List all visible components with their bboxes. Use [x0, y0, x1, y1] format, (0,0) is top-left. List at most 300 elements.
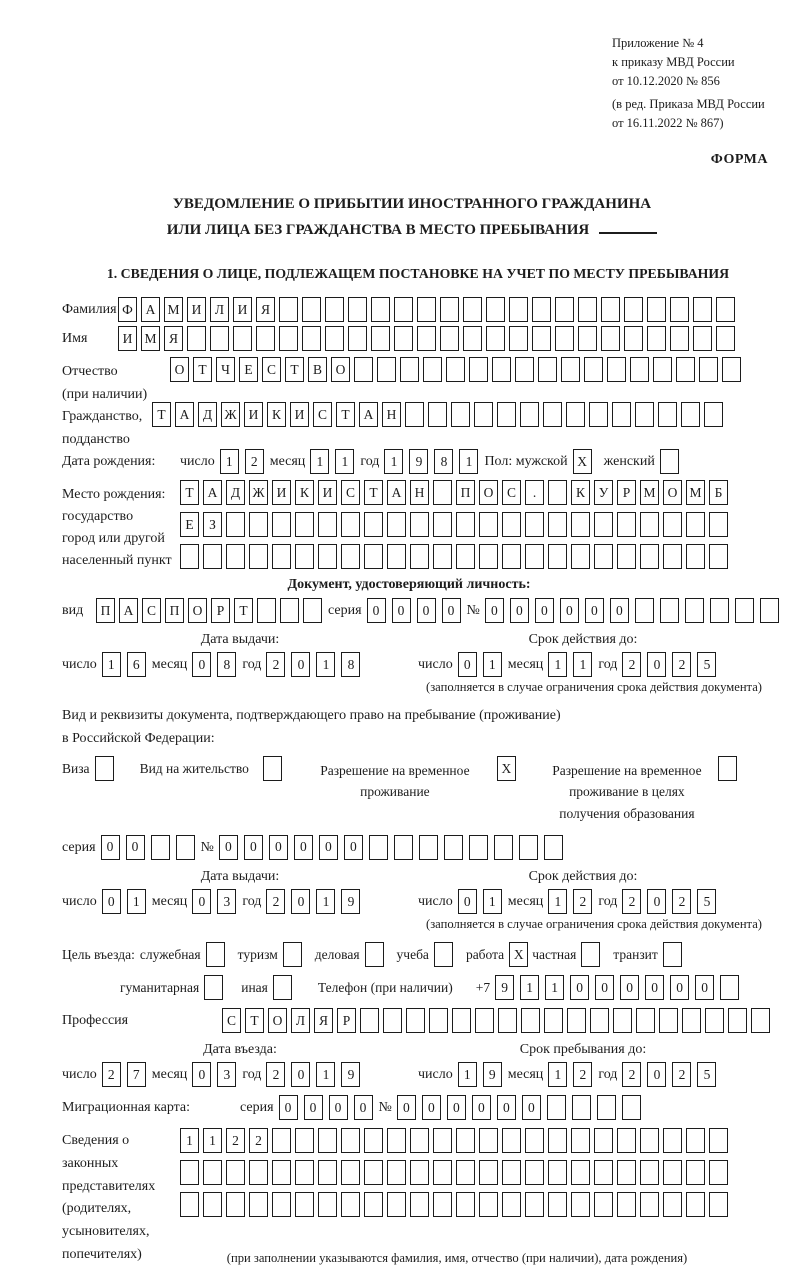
char-cell[interactable]: С — [262, 357, 281, 382]
char-cell[interactable]: 1 — [459, 449, 478, 474]
char-cell[interactable] — [364, 1160, 383, 1185]
char-cell[interactable]: 8 — [434, 449, 453, 474]
char-cell[interactable] — [594, 1192, 613, 1217]
char-cell[interactable] — [95, 756, 114, 781]
char-cell[interactable] — [653, 357, 672, 382]
char-cell[interactable] — [302, 297, 321, 322]
char-cell[interactable]: 2 — [249, 1128, 268, 1153]
char-cell[interactable] — [640, 512, 659, 537]
char-cell[interactable]: И — [187, 297, 206, 322]
char-cell[interactable] — [433, 1160, 452, 1185]
char-cell[interactable] — [474, 402, 493, 427]
char-cell[interactable] — [686, 544, 705, 569]
char-cell[interactable]: И — [290, 402, 309, 427]
char-cell[interactable]: 1 — [548, 1062, 567, 1087]
char-cell[interactable] — [249, 544, 268, 569]
char-cell[interactable]: 2 — [672, 652, 691, 677]
char-cell[interactable] — [502, 1160, 521, 1185]
char-cell[interactable] — [686, 512, 705, 537]
char-cell[interactable]: 2 — [266, 1062, 285, 1087]
char-cell[interactable] — [456, 1160, 475, 1185]
char-cell[interactable]: 0 — [279, 1095, 298, 1120]
char-cell[interactable] — [405, 402, 424, 427]
char-cell[interactable] — [226, 1160, 245, 1185]
char-cell[interactable] — [519, 835, 538, 860]
char-cell[interactable]: 0 — [102, 889, 121, 914]
char-cell[interactable]: 0 — [367, 598, 386, 623]
char-cell[interactable] — [463, 297, 482, 322]
char-cell[interactable]: И — [272, 480, 291, 505]
char-cell[interactable]: 0 — [510, 598, 529, 623]
char-cell[interactable]: 0 — [585, 598, 604, 623]
char-cell[interactable] — [410, 1160, 429, 1185]
char-cell[interactable]: Т — [364, 480, 383, 505]
char-cell[interactable] — [451, 402, 470, 427]
char-cell[interactable]: 2 — [266, 652, 285, 677]
char-cell[interactable] — [693, 326, 712, 351]
char-cell[interactable]: 5 — [697, 1062, 716, 1087]
char-cell[interactable] — [525, 1192, 544, 1217]
char-cell[interactable] — [469, 835, 488, 860]
char-cell[interactable] — [463, 326, 482, 351]
char-cell[interactable] — [226, 1192, 245, 1217]
char-cell[interactable] — [486, 326, 505, 351]
char-cell[interactable] — [640, 1128, 659, 1153]
char-cell[interactable]: X — [509, 942, 528, 967]
char-cell[interactable]: 0 — [610, 598, 629, 623]
char-cell[interactable]: 0 — [422, 1095, 441, 1120]
char-cell[interactable] — [525, 1128, 544, 1153]
char-cell[interactable]: Л — [210, 297, 229, 322]
char-cell[interactable]: 0 — [344, 835, 363, 860]
char-cell[interactable] — [693, 297, 712, 322]
char-cell[interactable] — [486, 297, 505, 322]
char-cell[interactable] — [647, 297, 666, 322]
char-cell[interactable] — [295, 1192, 314, 1217]
char-cell[interactable] — [272, 512, 291, 537]
char-cell[interactable]: А — [387, 480, 406, 505]
char-cell[interactable] — [283, 942, 302, 967]
char-cell[interactable] — [203, 1160, 222, 1185]
char-cell[interactable]: 2 — [622, 889, 641, 914]
char-cell[interactable] — [525, 544, 544, 569]
char-cell[interactable]: А — [175, 402, 194, 427]
char-cell[interactable] — [515, 357, 534, 382]
char-cell[interactable]: 0 — [304, 1095, 323, 1120]
char-cell[interactable] — [497, 402, 516, 427]
char-cell[interactable] — [704, 402, 723, 427]
char-cell[interactable] — [203, 544, 222, 569]
char-cell[interactable] — [433, 512, 452, 537]
char-cell[interactable]: 0 — [126, 835, 145, 860]
char-cell[interactable]: 2 — [573, 889, 592, 914]
char-cell[interactable] — [279, 326, 298, 351]
char-cell[interactable]: О — [188, 598, 207, 623]
char-cell[interactable]: Н — [382, 402, 401, 427]
char-cell[interactable]: Я — [164, 326, 183, 351]
char-cell[interactable]: 1 — [102, 652, 121, 677]
char-cell[interactable]: И — [318, 480, 337, 505]
char-cell[interactable] — [640, 1160, 659, 1185]
char-cell[interactable]: Ф — [118, 297, 137, 322]
char-cell[interactable]: 0 — [647, 652, 666, 677]
char-cell[interactable] — [494, 835, 513, 860]
char-cell[interactable]: 0 — [192, 889, 211, 914]
char-cell[interactable]: 0 — [595, 975, 614, 1000]
char-cell[interactable]: Е — [180, 512, 199, 537]
char-cell[interactable]: Л — [291, 1008, 310, 1033]
char-cell[interactable] — [295, 512, 314, 537]
char-cell[interactable] — [709, 544, 728, 569]
char-cell[interactable] — [630, 357, 649, 382]
char-cell[interactable] — [492, 357, 511, 382]
char-cell[interactable] — [210, 326, 229, 351]
char-cell[interactable]: 0 — [291, 1062, 310, 1087]
char-cell[interactable]: 1 — [483, 889, 502, 914]
char-cell[interactable] — [578, 297, 597, 322]
char-cell[interactable] — [204, 975, 223, 1000]
char-cell[interactable]: 2 — [672, 1062, 691, 1087]
char-cell[interactable]: 5 — [697, 889, 716, 914]
char-cell[interactable] — [257, 598, 276, 623]
char-cell[interactable] — [647, 326, 666, 351]
char-cell[interactable]: Ч — [216, 357, 235, 382]
char-cell[interactable]: 1 — [335, 449, 354, 474]
char-cell[interactable] — [180, 544, 199, 569]
char-cell[interactable] — [341, 1128, 360, 1153]
char-cell[interactable] — [249, 512, 268, 537]
char-cell[interactable] — [532, 326, 551, 351]
char-cell[interactable] — [371, 326, 390, 351]
char-cell[interactable]: 1 — [458, 1062, 477, 1087]
char-cell[interactable]: 0 — [294, 835, 313, 860]
char-cell[interactable] — [590, 1008, 609, 1033]
char-cell[interactable] — [273, 975, 292, 1000]
char-cell[interactable] — [571, 512, 590, 537]
char-cell[interactable] — [594, 512, 613, 537]
char-cell[interactable] — [571, 1128, 590, 1153]
char-cell[interactable]: А — [141, 297, 160, 322]
char-cell[interactable]: 0 — [647, 889, 666, 914]
char-cell[interactable] — [709, 1128, 728, 1153]
char-cell[interactable]: С — [502, 480, 521, 505]
char-cell[interactable] — [613, 1008, 632, 1033]
char-cell[interactable] — [589, 402, 608, 427]
char-cell[interactable] — [456, 544, 475, 569]
char-cell[interactable]: 0 — [447, 1095, 466, 1120]
char-cell[interactable] — [548, 1192, 567, 1217]
char-cell[interactable] — [525, 512, 544, 537]
char-cell[interactable] — [302, 326, 321, 351]
char-cell[interactable]: 0 — [645, 975, 664, 1000]
char-cell[interactable]: С — [341, 480, 360, 505]
char-cell[interactable] — [594, 1160, 613, 1185]
char-cell[interactable] — [617, 544, 636, 569]
char-cell[interactable]: Ж — [249, 480, 268, 505]
char-cell[interactable]: П — [456, 480, 475, 505]
char-cell[interactable] — [348, 297, 367, 322]
char-cell[interactable]: Т — [336, 402, 355, 427]
char-cell[interactable] — [387, 1160, 406, 1185]
char-cell[interactable] — [548, 480, 567, 505]
char-cell[interactable] — [428, 402, 447, 427]
char-cell[interactable]: 1 — [220, 449, 239, 474]
char-cell[interactable] — [203, 1192, 222, 1217]
char-cell[interactable] — [394, 297, 413, 322]
char-cell[interactable] — [699, 357, 718, 382]
char-cell[interactable]: 2 — [672, 889, 691, 914]
char-cell[interactable] — [364, 1192, 383, 1217]
char-cell[interactable]: 0 — [647, 1062, 666, 1087]
char-cell[interactable] — [295, 1160, 314, 1185]
char-cell[interactable] — [303, 598, 322, 623]
char-cell[interactable] — [670, 326, 689, 351]
char-cell[interactable]: 5 — [697, 652, 716, 677]
char-cell[interactable] — [456, 1128, 475, 1153]
char-cell[interactable] — [760, 598, 779, 623]
char-cell[interactable] — [612, 402, 631, 427]
char-cell[interactable]: 9 — [341, 1062, 360, 1087]
char-cell[interactable]: 0 — [329, 1095, 348, 1120]
char-cell[interactable] — [387, 1192, 406, 1217]
char-cell[interactable]: О — [331, 357, 350, 382]
char-cell[interactable] — [433, 544, 452, 569]
char-cell[interactable]: Т — [285, 357, 304, 382]
char-cell[interactable] — [663, 512, 682, 537]
char-cell[interactable] — [433, 1192, 452, 1217]
char-cell[interactable] — [325, 297, 344, 322]
char-cell[interactable] — [341, 1192, 360, 1217]
char-cell[interactable]: Т — [180, 480, 199, 505]
char-cell[interactable] — [544, 1008, 563, 1033]
char-cell[interactable] — [434, 942, 453, 967]
char-cell[interactable] — [249, 1192, 268, 1217]
char-cell[interactable]: А — [119, 598, 138, 623]
char-cell[interactable] — [452, 1008, 471, 1033]
char-cell[interactable]: 3 — [217, 889, 236, 914]
char-cell[interactable] — [751, 1008, 770, 1033]
char-cell[interactable] — [594, 544, 613, 569]
char-cell[interactable]: 2 — [573, 1062, 592, 1087]
char-cell[interactable] — [594, 1128, 613, 1153]
char-cell[interactable] — [663, 942, 682, 967]
char-cell[interactable]: И — [244, 402, 263, 427]
char-cell[interactable] — [663, 1192, 682, 1217]
char-cell[interactable]: 0 — [522, 1095, 541, 1120]
char-cell[interactable] — [444, 835, 463, 860]
char-cell[interactable] — [581, 942, 600, 967]
char-cell[interactable]: 2 — [622, 652, 641, 677]
char-cell[interactable] — [387, 544, 406, 569]
char-cell[interactable] — [636, 1008, 655, 1033]
char-cell[interactable] — [387, 512, 406, 537]
char-cell[interactable]: 1 — [310, 449, 329, 474]
char-cell[interactable]: 1 — [573, 652, 592, 677]
char-cell[interactable]: С — [142, 598, 161, 623]
char-cell[interactable]: М — [686, 480, 705, 505]
char-cell[interactable] — [622, 1095, 641, 1120]
char-cell[interactable] — [272, 1192, 291, 1217]
char-cell[interactable]: 0 — [192, 652, 211, 677]
char-cell[interactable] — [341, 512, 360, 537]
char-cell[interactable] — [406, 1008, 425, 1033]
char-cell[interactable] — [325, 326, 344, 351]
char-cell[interactable]: 0 — [397, 1095, 416, 1120]
char-cell[interactable] — [440, 297, 459, 322]
char-cell[interactable] — [318, 1128, 337, 1153]
char-cell[interactable]: X — [573, 449, 592, 474]
char-cell[interactable]: 1 — [483, 652, 502, 677]
char-cell[interactable] — [440, 326, 459, 351]
char-cell[interactable] — [371, 297, 390, 322]
char-cell[interactable]: Е — [239, 357, 258, 382]
char-cell[interactable] — [419, 835, 438, 860]
char-cell[interactable] — [479, 1128, 498, 1153]
char-cell[interactable]: А — [203, 480, 222, 505]
char-cell[interactable] — [417, 326, 436, 351]
char-cell[interactable] — [509, 297, 528, 322]
char-cell[interactable] — [272, 1160, 291, 1185]
char-cell[interactable]: 0 — [354, 1095, 373, 1120]
char-cell[interactable]: 1 — [545, 975, 564, 1000]
char-cell[interactable] — [354, 357, 373, 382]
char-cell[interactable] — [663, 1128, 682, 1153]
char-cell[interactable] — [663, 544, 682, 569]
char-cell[interactable] — [272, 544, 291, 569]
char-cell[interactable]: 9 — [341, 889, 360, 914]
char-cell[interactable] — [479, 512, 498, 537]
char-cell[interactable] — [475, 1008, 494, 1033]
char-cell[interactable] — [187, 326, 206, 351]
char-cell[interactable] — [410, 1192, 429, 1217]
char-cell[interactable] — [469, 357, 488, 382]
char-cell[interactable] — [663, 1160, 682, 1185]
char-cell[interactable] — [521, 1008, 540, 1033]
char-cell[interactable]: 1 — [127, 889, 146, 914]
char-cell[interactable] — [716, 326, 735, 351]
char-cell[interactable] — [548, 1128, 567, 1153]
char-cell[interactable] — [369, 835, 388, 860]
char-cell[interactable]: Т — [152, 402, 171, 427]
char-cell[interactable] — [394, 835, 413, 860]
char-cell[interactable] — [617, 1192, 636, 1217]
char-cell[interactable]: 9 — [409, 449, 428, 474]
char-cell[interactable] — [722, 357, 741, 382]
char-cell[interactable] — [318, 1160, 337, 1185]
char-cell[interactable] — [360, 1008, 379, 1033]
char-cell[interactable]: М — [141, 326, 160, 351]
char-cell[interactable] — [423, 357, 442, 382]
char-cell[interactable]: 2 — [245, 449, 264, 474]
char-cell[interactable] — [446, 357, 465, 382]
char-cell[interactable]: 0 — [269, 835, 288, 860]
char-cell[interactable]: Д — [226, 480, 245, 505]
char-cell[interactable] — [433, 1128, 452, 1153]
char-cell[interactable] — [456, 1192, 475, 1217]
char-cell[interactable]: 0 — [291, 889, 310, 914]
char-cell[interactable] — [709, 512, 728, 537]
char-cell[interactable]: 0 — [291, 652, 310, 677]
char-cell[interactable]: А — [359, 402, 378, 427]
char-cell[interactable]: С — [313, 402, 332, 427]
char-cell[interactable] — [624, 297, 643, 322]
char-cell[interactable] — [387, 1128, 406, 1153]
char-cell[interactable] — [685, 598, 704, 623]
char-cell[interactable]: 0 — [192, 1062, 211, 1087]
char-cell[interactable] — [525, 1160, 544, 1185]
char-cell[interactable] — [295, 1128, 314, 1153]
char-cell[interactable]: 0 — [570, 975, 589, 1000]
char-cell[interactable]: 0 — [442, 598, 461, 623]
char-cell[interactable] — [341, 1160, 360, 1185]
char-cell[interactable] — [180, 1160, 199, 1185]
char-cell[interactable] — [681, 402, 700, 427]
char-cell[interactable] — [735, 598, 754, 623]
char-cell[interactable] — [571, 544, 590, 569]
char-cell[interactable]: Т — [245, 1008, 264, 1033]
char-cell[interactable]: 2 — [266, 889, 285, 914]
char-cell[interactable] — [502, 544, 521, 569]
char-cell[interactable]: М — [640, 480, 659, 505]
char-cell[interactable] — [364, 512, 383, 537]
char-cell[interactable]: 0 — [417, 598, 436, 623]
char-cell[interactable] — [279, 297, 298, 322]
char-cell[interactable]: 2 — [226, 1128, 245, 1153]
char-cell[interactable] — [640, 544, 659, 569]
char-cell[interactable] — [520, 402, 539, 427]
char-cell[interactable]: О — [663, 480, 682, 505]
char-cell[interactable] — [555, 326, 574, 351]
char-cell[interactable] — [479, 544, 498, 569]
char-cell[interactable]: У — [594, 480, 613, 505]
char-cell[interactable] — [318, 1192, 337, 1217]
char-cell[interactable] — [295, 544, 314, 569]
char-cell[interactable]: 9 — [495, 975, 514, 1000]
char-cell[interactable] — [479, 1192, 498, 1217]
char-cell[interactable]: 1 — [384, 449, 403, 474]
char-cell[interactable] — [180, 1192, 199, 1217]
char-cell[interactable] — [584, 357, 603, 382]
char-cell[interactable] — [410, 512, 429, 537]
char-cell[interactable] — [176, 835, 195, 860]
char-cell[interactable]: 0 — [101, 835, 120, 860]
char-cell[interactable]: 0 — [219, 835, 238, 860]
char-cell[interactable] — [417, 297, 436, 322]
char-cell[interactable] — [226, 512, 245, 537]
char-cell[interactable] — [410, 1128, 429, 1153]
char-cell[interactable]: Я — [314, 1008, 333, 1033]
char-cell[interactable]: 1 — [520, 975, 539, 1000]
char-cell[interactable] — [682, 1008, 701, 1033]
char-cell[interactable]: Н — [410, 480, 429, 505]
char-cell[interactable]: Т — [193, 357, 212, 382]
char-cell[interactable] — [233, 326, 252, 351]
char-cell[interactable] — [318, 512, 337, 537]
char-cell[interactable] — [348, 326, 367, 351]
char-cell[interactable]: 0 — [485, 598, 504, 623]
char-cell[interactable] — [479, 1160, 498, 1185]
char-cell[interactable] — [547, 1095, 566, 1120]
char-cell[interactable] — [502, 512, 521, 537]
char-cell[interactable]: 0 — [458, 652, 477, 677]
char-cell[interactable]: Я — [256, 297, 275, 322]
char-cell[interactable] — [280, 598, 299, 623]
char-cell[interactable] — [617, 1160, 636, 1185]
char-cell[interactable]: М — [164, 297, 183, 322]
char-cell[interactable]: 6 — [127, 652, 146, 677]
char-cell[interactable]: . — [525, 480, 544, 505]
char-cell[interactable]: 0 — [244, 835, 263, 860]
